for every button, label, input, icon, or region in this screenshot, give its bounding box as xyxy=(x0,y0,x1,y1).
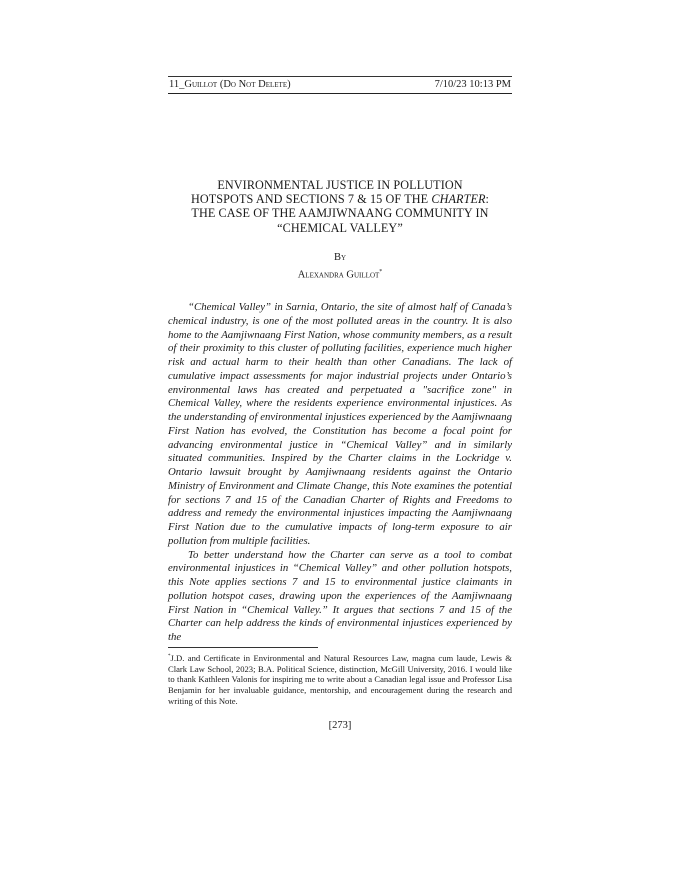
abstract-paragraph: To better understand how the Charter can serve as a tool to combat environmental injustices in “Chemical Valley” and other pollution hotspots, this Note applies sections 7 and 15 to environmental justice claimants in pollution hotspot cases, drawing upon the experiences of the Aamjiwnaang First Nation in “Chemical Valley.” It argues that sections 7 and 15 of the Charter can help address the kinds of environmental injustices experienced by the xyxy=(168,548,512,643)
page-number: [273] xyxy=(328,720,352,731)
footnote-marker: * xyxy=(168,654,171,659)
title-line: ENVIRONMENTAL JUSTICE IN POLLUTION xyxy=(217,178,463,192)
title-punctuation: : xyxy=(485,192,490,207)
footnote-text: J.D. and Certificate in Environmental and Natural Resources Law, magna cum laude, Lewis & Clark Law School, 2023; B.A. Political Science, distinction, McGill University, 2016. I would like to thank Kathleen Valonis for inspiring me to write about a Canadian legal issue and Professor Lisa Benjamin for her invaluable guidance, mentorship, and encouragement during the research and writing of this Note. xyxy=(168,652,512,706)
author-text: Alexandra Guillot xyxy=(297,269,380,281)
title-line xyxy=(168,192,512,206)
abstract xyxy=(168,301,512,645)
author-footnote-marker[interactable]: * xyxy=(379,269,383,275)
running-head xyxy=(168,76,512,94)
footnote-divider xyxy=(168,647,318,648)
article-title xyxy=(168,178,512,235)
running-head-timestamp: 7/10/23 10:13 PM xyxy=(434,79,511,90)
abstract-paragraph: “Chemical Valley” in Sarnia, Ontario, the site of almost half of Canada’s chemical industry, is one of the most polluted areas in the country. It is also home to the Aamjiwnaang First Nation, whose community members, as a result of their proximity to this cluster of polluting facilities, experience much higher risk and actual harm to their health than other Canadians. The lack of cumulative impact assessments for major industrial projects under Ontario’s environmental laws has created and perpetuated a "sacrifice zone" in Chemical Valley, where the residents experience environmental injustices. As the understanding of environmental injustices experienced by the Aamjiwnaang First Nation has evolved, the Constitution has become a focal point for advancing environmental justice in “Chemical Valley” and in similarly situated communities. Inspired by the Charter claims in the Lockridge v. Ontario lawsuit brought by Aamjiwnaang residents against the Ontario Ministry of Environment and Climate Change, this Note examines the potential for sections 7 and 15 of the Canadian Charter of Rights and Freedoms to address and remedy the environmental injustices impacting the Aamjiwnaang First Nation due to the cumulative impacts of long-term exposure to air pollution from multiple facilities. xyxy=(168,301,512,547)
title-line: THE CASE OF THE AAMJIWNAANG COMMUNITY IN xyxy=(191,206,489,221)
title-italic-charter: CHARTER xyxy=(431,192,486,207)
byline: By xyxy=(333,252,347,263)
running-head-left: 11_Guillot (Do Not Delete) xyxy=(169,79,291,90)
title-text: HOTSPOTS AND SECTIONS 7 & 15 OF THE xyxy=(190,192,432,207)
author-name xyxy=(168,265,512,283)
title-line: “CHEMICAL VALLEY” xyxy=(277,220,403,235)
footnote xyxy=(168,652,512,706)
